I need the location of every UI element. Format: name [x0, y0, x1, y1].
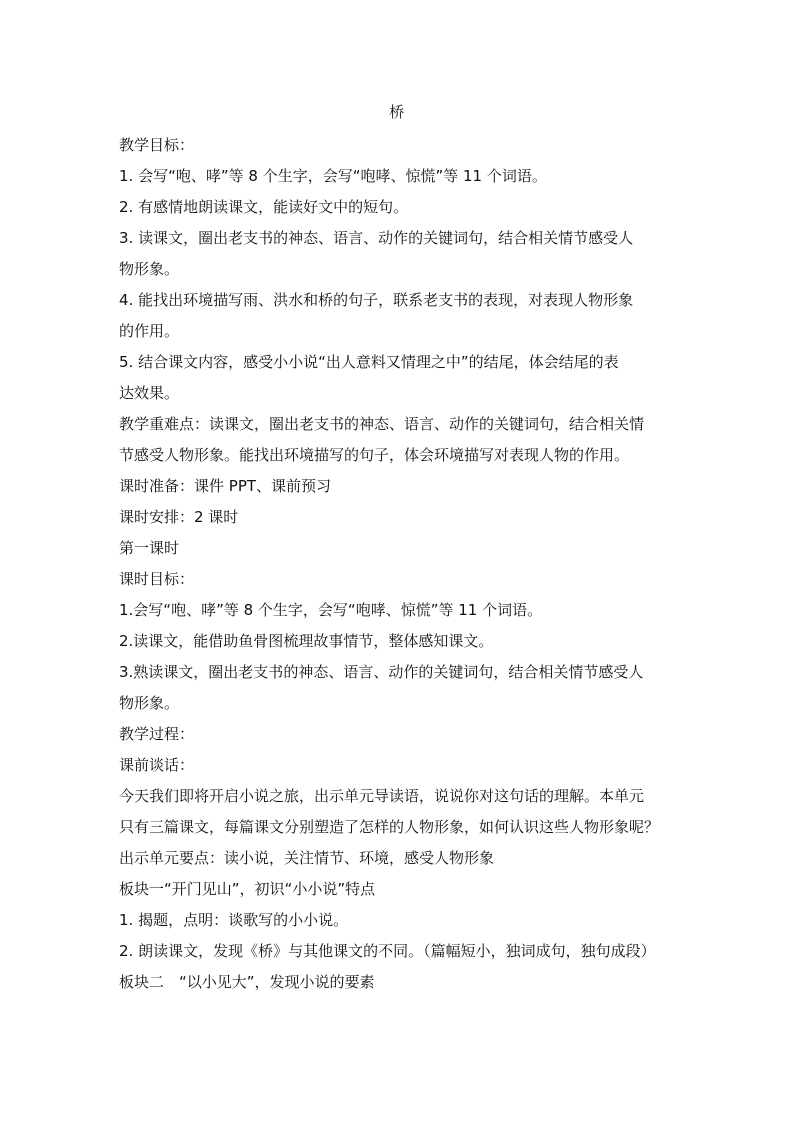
text-line: 课时目标：	[119, 570, 195, 588]
text-line: 课前谈话：	[119, 756, 195, 774]
text-line: 2. 朗读课文，发现《桥》与其他课文的不同。（篇幅短小，独词成句，独句成段）	[119, 942, 656, 960]
text-line: 物形象。	[119, 260, 180, 278]
text-line: 3.熟读课文，圈出老支书的神态、语言、动作的关键词句，结合相关情节感受人	[119, 663, 644, 681]
text-line: 今天我们即将开启小说之旅，出示单元导读语，说说你对这句话的理解。本单元	[119, 787, 645, 805]
text-line: 课时准备：课件 PPT、课前预习	[119, 477, 332, 495]
text-line: 达效果。	[119, 384, 180, 402]
text-line: 的作用。	[119, 322, 180, 340]
text-line: 2.读课文，能借助鱼骨图梳理故事情节，整体感知课文。	[119, 632, 494, 650]
text-line: 课时安排：2 课时	[119, 508, 239, 526]
text-line: 教学过程：	[119, 725, 195, 743]
text-line: 第一课时	[119, 539, 180, 557]
document-title: 桥	[389, 103, 405, 121]
text-line: 4. 能找出环境描写雨、洪水和桥的句子，联系老支书的表现，对表现人物形象	[119, 291, 634, 309]
text-line: 只有三篇课文，每篇课文分别塑造了怎样的人物形象，如何认识这些人物形象呢？	[119, 818, 660, 836]
text-line: 3. 读课文，圈出老支书的神态、语言、动作的关键词句，结合相关情节感受人	[119, 229, 634, 247]
text-line: 1. 揭题，点明：谈歌写的小小说。	[119, 911, 349, 929]
document-body	[119, 130, 677, 998]
text-line: 2. 有感情地朗读课文，能读好文中的短句。	[119, 198, 409, 216]
text-line: 1.会写“咆、哮”等 8 个生字，会写“咆哮、惊慌”等 11 个词语。	[119, 601, 543, 619]
text-line: 1. 会写“咆、哮”等 8 个生字，会写“咆哮、惊慌”等 11 个词语。	[119, 167, 547, 185]
text-line: 教学目标：	[119, 136, 195, 154]
text-line: 出示单元要点：读小说，关注情节、环境，感受人物形象	[119, 849, 495, 867]
text-line: 板块一“开门见山”，初识“小小说”特点	[119, 880, 376, 898]
text-line: 物形象。	[119, 694, 180, 712]
text-line: 板块二 “以小见大”，发现小说的要素	[119, 973, 375, 991]
text-line: 教学重难点：读课文，圈出老支书的神态、语言、动作的关键词句，结合相关情	[119, 415, 645, 433]
text-line: 5. 结合课文内容，感受小小说“出人意料又情理之中”的结尾，体会结尾的表	[119, 353, 619, 371]
text-line: 节感受人物形象。能找出环境描写的句子，体会环境描写对表现人物的作用。	[119, 446, 630, 464]
